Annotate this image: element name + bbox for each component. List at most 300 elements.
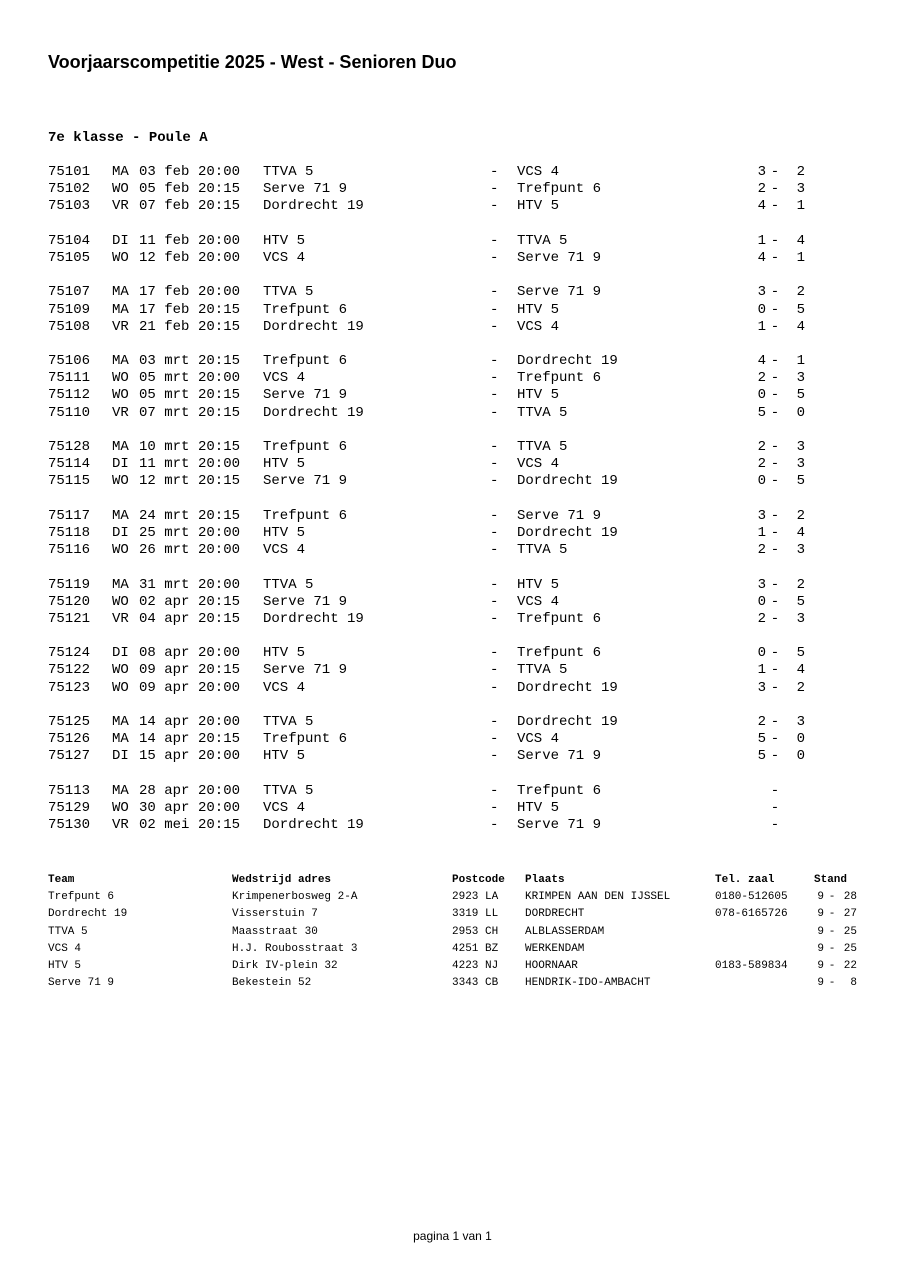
team-points: 22 xyxy=(843,959,857,972)
match-number: 75110 xyxy=(48,404,91,421)
match-date: 14 apr xyxy=(139,731,190,748)
team-separator: - xyxy=(490,748,499,765)
away-team: VCS 4 xyxy=(517,456,560,473)
team-plaats: WERKENDAM xyxy=(525,942,585,955)
team-points: 25 xyxy=(843,942,857,955)
match-row xyxy=(0,302,905,319)
match-day: WO xyxy=(112,249,129,266)
match-day: MA xyxy=(112,353,129,370)
team-played: 9 xyxy=(817,977,824,990)
match-number: 75113 xyxy=(48,782,91,799)
home-team: Dordrecht 19 xyxy=(263,817,364,834)
match-time: 20:00 xyxy=(198,714,241,730)
match-time: 20:00 xyxy=(198,284,241,301)
match-time: 20:15 xyxy=(198,610,241,627)
away-team: Dordrecht 19 xyxy=(517,524,618,541)
match-row xyxy=(0,525,905,542)
match-date: 08 apr xyxy=(139,645,190,662)
match-day: MA xyxy=(112,782,129,799)
away-team: Serve 71 9 xyxy=(517,817,602,834)
away-score: 5 xyxy=(796,473,805,490)
match-time: 20:15 xyxy=(198,473,241,490)
match-round xyxy=(0,783,905,835)
home-team: Trefpunt 6 xyxy=(263,301,348,318)
match-date: 11 mrt xyxy=(139,456,190,473)
team-played: 9 xyxy=(817,891,824,904)
score-separator: - xyxy=(770,542,780,559)
score-separator: - xyxy=(770,799,780,816)
team-separator: - xyxy=(490,318,499,335)
match-row xyxy=(0,473,905,490)
home-score: 4 xyxy=(757,249,766,266)
team-address: H.J. Roubosstraat 3 xyxy=(232,942,358,955)
score-separator: - xyxy=(770,782,780,799)
match-round xyxy=(0,233,905,267)
home-team: HTV 5 xyxy=(263,748,306,765)
home-team: Trefpunt 6 xyxy=(263,439,348,455)
match-time: 20:15 xyxy=(198,318,241,335)
match-date: 17 feb xyxy=(139,284,190,301)
match-number: 75118 xyxy=(48,524,91,541)
match-date: 11 feb xyxy=(139,232,190,249)
match-round xyxy=(0,645,905,697)
match-day: VR xyxy=(112,318,129,335)
team-address: Bekestein 52 xyxy=(232,977,312,990)
match-number: 75104 xyxy=(48,232,91,249)
match-day: MA xyxy=(112,576,129,593)
team-separator: - xyxy=(490,232,499,249)
match-number: 75101 xyxy=(48,164,91,180)
match-date: 07 mrt xyxy=(139,404,190,421)
away-team: HTV 5 xyxy=(517,387,560,404)
away-team: TTVA 5 xyxy=(517,662,568,679)
home-team: VCS 4 xyxy=(263,679,306,696)
match-day: MA xyxy=(112,439,129,455)
match-row xyxy=(0,387,905,404)
away-score: 1 xyxy=(796,249,805,266)
match-day: DI xyxy=(112,456,129,473)
team-name: VCS 4 xyxy=(48,942,82,955)
team-separator: - xyxy=(490,817,499,834)
home-score: 2 xyxy=(757,456,766,473)
team-separator: - xyxy=(490,593,499,610)
team-address: Krimpenerbosweg 2-A xyxy=(232,891,358,904)
team-separator: - xyxy=(490,353,499,370)
header-stand: Stand xyxy=(814,874,848,886)
home-team: TTVA 5 xyxy=(263,714,314,730)
away-score: 2 xyxy=(796,679,805,696)
match-number: 75120 xyxy=(48,593,91,610)
stand-separator: - xyxy=(828,959,836,972)
home-team: HTV 5 xyxy=(263,645,306,662)
score-separator: - xyxy=(770,524,780,541)
away-team: Trefpunt 6 xyxy=(517,370,602,387)
away-score: 3 xyxy=(796,714,805,730)
away-team: Serve 71 9 xyxy=(517,507,602,524)
match-row xyxy=(0,319,905,336)
score-separator: - xyxy=(770,318,780,335)
standings-row xyxy=(0,941,905,958)
score-separator: - xyxy=(770,593,780,610)
match-time: 20:00 xyxy=(198,679,241,696)
score-separator: - xyxy=(770,181,780,198)
home-score: 2 xyxy=(757,181,766,198)
match-round xyxy=(0,164,905,216)
match-date: 05 mrt xyxy=(139,370,190,387)
home-team: HTV 5 xyxy=(263,456,306,473)
team-address: Maasstraat 30 xyxy=(232,925,318,938)
home-team: Serve 71 9 xyxy=(263,181,348,198)
match-row xyxy=(0,164,905,181)
team-postcode: 3319 LL xyxy=(452,908,499,921)
match-date: 30 apr xyxy=(139,799,190,816)
match-number: 75105 xyxy=(48,249,91,266)
team-address: Visserstuin 7 xyxy=(232,908,318,921)
home-team: Trefpunt 6 xyxy=(263,353,348,370)
standings-row xyxy=(0,924,905,941)
score-separator: - xyxy=(770,817,780,834)
match-time: 20:15 xyxy=(198,301,241,318)
home-score: 5 xyxy=(757,731,766,748)
home-team: Dordrecht 19 xyxy=(263,610,364,627)
match-date: 26 mrt xyxy=(139,542,190,559)
match-date: 02 apr xyxy=(139,593,190,610)
match-day: VR xyxy=(112,198,129,215)
match-day: MA xyxy=(112,301,129,318)
standings-table xyxy=(0,872,905,992)
match-number: 75108 xyxy=(48,318,91,335)
home-team: Dordrecht 19 xyxy=(263,198,364,215)
match-row xyxy=(0,181,905,198)
score-separator: - xyxy=(770,284,780,301)
home-score: 2 xyxy=(757,714,766,730)
away-team: TTVA 5 xyxy=(517,542,568,559)
team-postcode: 4223 NJ xyxy=(452,959,499,972)
home-team: HTV 5 xyxy=(263,232,306,249)
match-row xyxy=(0,439,905,456)
home-score: 4 xyxy=(757,198,766,215)
page-title: Voorjaarscompetitie 2025 - West - Senioren Duo xyxy=(48,52,457,72)
team-separator: - xyxy=(490,799,499,816)
away-team: Dordrecht 19 xyxy=(517,473,618,490)
team-separator: - xyxy=(490,524,499,541)
team-separator: - xyxy=(490,576,499,593)
match-number: 75127 xyxy=(48,748,91,765)
home-score: 0 xyxy=(757,645,766,662)
home-score: 1 xyxy=(757,524,766,541)
match-row xyxy=(0,577,905,594)
match-day: WO xyxy=(112,181,129,198)
team-name: TTVA 5 xyxy=(48,925,88,938)
score-separator: - xyxy=(770,679,780,696)
score-separator: - xyxy=(770,456,780,473)
standings-row xyxy=(0,889,905,906)
team-separator: - xyxy=(490,782,499,799)
match-row xyxy=(0,250,905,267)
away-score: 0 xyxy=(796,748,805,765)
home-score: 2 xyxy=(757,370,766,387)
team-separator: - xyxy=(490,714,499,730)
match-time: 20:15 xyxy=(198,198,241,215)
match-number: 75125 xyxy=(48,714,91,730)
score-separator: - xyxy=(770,387,780,404)
match-date: 10 mrt xyxy=(139,439,190,455)
match-row xyxy=(0,662,905,679)
away-score: 1 xyxy=(796,198,805,215)
away-team: VCS 4 xyxy=(517,164,560,180)
match-day: WO xyxy=(112,387,129,404)
score-separator: - xyxy=(770,576,780,593)
away-team: Dordrecht 19 xyxy=(517,679,618,696)
home-team: VCS 4 xyxy=(263,799,306,816)
away-score: 3 xyxy=(796,370,805,387)
score-separator: - xyxy=(770,439,780,455)
team-separator: - xyxy=(490,679,499,696)
match-row xyxy=(0,611,905,628)
away-score: 4 xyxy=(796,232,805,249)
home-team: VCS 4 xyxy=(263,542,306,559)
match-time: 20:15 xyxy=(198,593,241,610)
stand-separator: - xyxy=(828,977,836,990)
match-schedule xyxy=(0,164,905,852)
match-day: MA xyxy=(112,731,129,748)
away-score: 1 xyxy=(796,353,805,370)
match-day: WO xyxy=(112,662,129,679)
away-score: 5 xyxy=(796,387,805,404)
score-separator: - xyxy=(770,301,780,318)
home-team: Serve 71 9 xyxy=(263,593,348,610)
home-team: Trefpunt 6 xyxy=(263,507,348,524)
match-row xyxy=(0,542,905,559)
match-time: 20:15 xyxy=(198,353,241,370)
score-separator: - xyxy=(770,507,780,524)
match-time: 20:15 xyxy=(198,387,241,404)
match-number: 75129 xyxy=(48,799,91,816)
home-score: 3 xyxy=(757,507,766,524)
match-round xyxy=(0,284,905,336)
away-team: Dordrecht 19 xyxy=(517,353,618,370)
team-separator: - xyxy=(490,610,499,627)
match-time: 20:15 xyxy=(198,731,241,748)
home-team: VCS 4 xyxy=(263,249,306,266)
home-score: 0 xyxy=(757,593,766,610)
team-separator: - xyxy=(490,249,499,266)
team-plaats: DORDRECHT xyxy=(525,908,585,921)
match-row xyxy=(0,508,905,525)
match-day: WO xyxy=(112,370,129,387)
match-row xyxy=(0,284,905,301)
away-score: 5 xyxy=(796,645,805,662)
match-row xyxy=(0,714,905,731)
match-row xyxy=(0,748,905,765)
home-team: TTVA 5 xyxy=(263,782,314,799)
match-round xyxy=(0,439,905,491)
score-separator: - xyxy=(770,748,780,765)
match-row xyxy=(0,731,905,748)
home-score: 3 xyxy=(757,164,766,180)
match-row xyxy=(0,680,905,697)
away-score: 4 xyxy=(796,318,805,335)
page-footer: pagina 1 van 1 xyxy=(413,1229,492,1243)
match-date: 09 apr xyxy=(139,679,190,696)
team-points: 25 xyxy=(843,925,857,938)
match-row xyxy=(0,405,905,422)
match-number: 75126 xyxy=(48,731,91,748)
team-played: 9 xyxy=(817,908,824,921)
match-number: 75112 xyxy=(48,387,91,404)
away-score: 4 xyxy=(796,662,805,679)
home-team: TTVA 5 xyxy=(263,284,314,301)
away-team: Serve 71 9 xyxy=(517,748,602,765)
home-score: 0 xyxy=(757,301,766,318)
match-date: 24 mrt xyxy=(139,507,190,524)
header-address: Wedstrijd adres xyxy=(232,874,332,886)
match-row xyxy=(0,783,905,800)
match-number: 75102 xyxy=(48,181,91,198)
away-score: 3 xyxy=(796,181,805,198)
team-phone: 0183-589834 xyxy=(715,959,788,972)
score-separator: - xyxy=(770,645,780,662)
match-row xyxy=(0,198,905,215)
score-separator: - xyxy=(770,714,780,730)
poule-heading: 7e klasse - Poule A xyxy=(48,130,208,146)
match-date: 04 apr xyxy=(139,610,190,627)
away-score: 0 xyxy=(796,404,805,421)
match-date: 28 apr xyxy=(139,782,190,799)
team-points: 27 xyxy=(843,908,857,921)
match-time: 20:00 xyxy=(198,645,241,662)
match-date: 03 mrt xyxy=(139,353,190,370)
away-score: 3 xyxy=(796,456,805,473)
away-score: 5 xyxy=(796,593,805,610)
team-postcode: 2923 LA xyxy=(452,891,499,904)
match-number: 75124 xyxy=(48,645,91,662)
match-row xyxy=(0,456,905,473)
match-time: 20:00 xyxy=(198,456,241,473)
team-name: Trefpunt 6 xyxy=(48,891,115,904)
away-team: VCS 4 xyxy=(517,731,560,748)
team-address: Dirk IV-plein 32 xyxy=(232,959,338,972)
home-team: HTV 5 xyxy=(263,524,306,541)
standings-row xyxy=(0,975,905,992)
stand-separator: - xyxy=(828,925,836,938)
match-number: 75106 xyxy=(48,353,91,370)
home-score: 5 xyxy=(757,404,766,421)
home-score: 0 xyxy=(757,387,766,404)
away-team: HTV 5 xyxy=(517,576,560,593)
away-team: TTVA 5 xyxy=(517,439,568,455)
match-time: 20:15 xyxy=(198,662,241,679)
match-day: DI xyxy=(112,645,129,662)
away-score: 3 xyxy=(796,439,805,455)
home-score: 0 xyxy=(757,473,766,490)
home-team: Serve 71 9 xyxy=(263,662,348,679)
match-date: 05 feb xyxy=(139,181,190,198)
home-team: TTVA 5 xyxy=(263,576,314,593)
team-separator: - xyxy=(490,456,499,473)
home-score: 5 xyxy=(757,748,766,765)
match-time: 20:00 xyxy=(198,370,241,387)
home-score: 3 xyxy=(757,679,766,696)
match-time: 20:00 xyxy=(198,748,241,765)
home-score: 2 xyxy=(757,610,766,627)
match-time: 20:00 xyxy=(198,249,241,266)
match-number: 75115 xyxy=(48,473,91,490)
match-row xyxy=(0,800,905,817)
match-day: MA xyxy=(112,507,129,524)
home-score: 1 xyxy=(757,232,766,249)
stand-separator: - xyxy=(828,908,836,921)
home-team: Serve 71 9 xyxy=(263,387,348,404)
away-team: VCS 4 xyxy=(517,318,560,335)
match-round xyxy=(0,714,905,766)
away-team: Trefpunt 6 xyxy=(517,645,602,662)
match-day: MA xyxy=(112,714,129,730)
match-date: 12 feb xyxy=(139,249,190,266)
match-time: 20:15 xyxy=(198,404,241,421)
match-date: 14 apr xyxy=(139,714,190,730)
away-team: HTV 5 xyxy=(517,301,560,318)
match-number: 75107 xyxy=(48,284,91,301)
score-separator: - xyxy=(770,731,780,748)
team-separator: - xyxy=(490,284,499,301)
match-round xyxy=(0,577,905,629)
team-postcode: 4251 BZ xyxy=(452,942,499,955)
away-team: VCS 4 xyxy=(517,593,560,610)
home-score: 3 xyxy=(757,576,766,593)
home-score: 1 xyxy=(757,662,766,679)
match-number: 75111 xyxy=(48,370,91,387)
home-score: 3 xyxy=(757,284,766,301)
match-day: DI xyxy=(112,524,129,541)
score-separator: - xyxy=(770,473,780,490)
team-phone: 078-6165726 xyxy=(715,908,788,921)
match-day: MA xyxy=(112,284,129,301)
match-row xyxy=(0,370,905,387)
header-postcode: Postcode xyxy=(452,874,505,886)
team-plaats: HOORNAAR xyxy=(525,959,578,972)
match-date: 02 mei xyxy=(139,817,190,834)
team-separator: - xyxy=(490,198,499,215)
away-score: 3 xyxy=(796,542,805,559)
away-score: 2 xyxy=(796,284,805,301)
team-separator: - xyxy=(490,181,499,198)
team-separator: - xyxy=(490,473,499,490)
home-team: VCS 4 xyxy=(263,370,306,387)
away-team: Serve 71 9 xyxy=(517,284,602,301)
home-score: 4 xyxy=(757,353,766,370)
team-separator: - xyxy=(490,404,499,421)
header-plaats: Plaats xyxy=(525,874,565,886)
match-time: 20:00 xyxy=(198,164,241,180)
match-row xyxy=(0,594,905,611)
match-day: WO xyxy=(112,473,129,490)
match-day: DI xyxy=(112,232,129,249)
team-points: 28 xyxy=(843,891,857,904)
match-day: WO xyxy=(112,799,129,816)
score-separator: - xyxy=(770,353,780,370)
match-day: DI xyxy=(112,748,129,765)
team-plaats: ALBLASSERDAM xyxy=(525,925,605,938)
header-team: Team xyxy=(48,874,75,886)
away-team: Dordrecht 19 xyxy=(517,714,618,730)
away-team: Serve 71 9 xyxy=(517,249,602,266)
match-date: 09 apr xyxy=(139,662,190,679)
match-number: 75123 xyxy=(48,679,91,696)
team-plaats: HENDRIK-IDO-AMBACHT xyxy=(525,977,651,990)
standings-row xyxy=(0,906,905,923)
away-score: 2 xyxy=(796,576,805,593)
